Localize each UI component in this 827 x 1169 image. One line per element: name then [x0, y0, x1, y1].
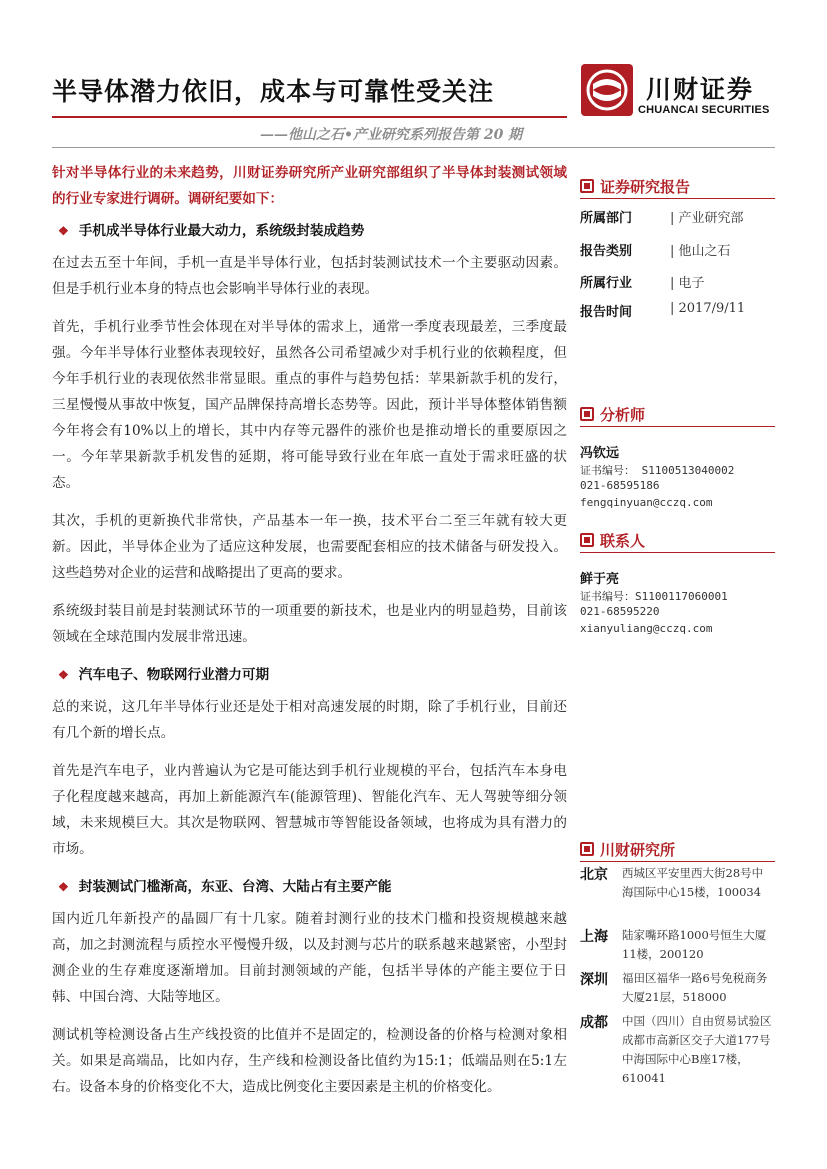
section-heading-text: 封装测试门槛渐高，东亚、台湾、大陆占有主要产能: [78, 879, 392, 895]
body-paragraph: 系统级封装目前是封装测试环节的一项重要的新技术，也是业内的明显趋势，目前该领域在全球范围内发展非常迅速。: [52, 603, 567, 645]
analyst-email[interactable]: fengqinyuan@cczq.com: [580, 496, 713, 509]
series-subtitle: ——他山之石•产业研究系列报告第 20 期: [260, 127, 523, 143]
red-square-icon: [580, 533, 594, 547]
address-city: 深圳: [580, 972, 608, 988]
analyst-phone: 021-68595186: [580, 479, 660, 492]
section-heading-text: 手机成半导体行业最大动力，系统级封装成趋势: [78, 223, 365, 239]
report-type-heading: [580, 176, 690, 197]
address-city: 北京: [580, 867, 608, 883]
main-content: [52, 160, 567, 1112]
red-square-icon: [580, 407, 594, 421]
diamond-bullet-icon: ❖: [58, 224, 69, 238]
red-square-icon: [580, 842, 594, 856]
info-value-category: | 他山之石: [670, 240, 731, 259]
contact-heading-text: 联系人: [600, 532, 646, 550]
title-underline: [52, 116, 567, 118]
sidebar-divider: [580, 426, 775, 427]
address-text: 西城区平安里西大街28号中海国际中心15楼，100034: [622, 866, 764, 899]
report-type-heading-text: 证券研究报告: [600, 178, 691, 196]
body-paragraph: 测试机等检测设备占生产线投资的比值并不是固定的，检测设备的价格与检测对象相关。如果是高端品，比如内存，生产线和检测设备比值约为15:1；低端品则在5:1左右。设备本身的价格变化不大，造成比例变化主要因素是主机的价格变化。: [52, 1027, 567, 1095]
body-paragraph: 首先，手机行业季节性会体现在对半导体的需求上，通常一季度表现最差，三季度最强。今年半导体行业整体表现较好，虽然各公司希望减少对手机行业的依赖程度，但今年手机行业的表现依然非常显眼。重点的事件与趋势包括：苹果新款手机的发行，三星慢慢从事故中恢复，国产品牌保持高增长态势等。因此，预计半导体整体销售额今年将会有10%以上的增长，其中内存等元器件的涨价也是推动增长的重要原因之一。今年苹果新款手机发售的延期，将可能导致行业在年底一直处于需求旺盛的状态。: [52, 319, 567, 491]
red-square-icon: [580, 179, 594, 193]
diamond-bullet-icon: ❖: [58, 880, 69, 894]
contact-name: 鲜于亮: [580, 572, 620, 587]
address-text: 陆家嘴环路1000号恒生大厦11楼，200120: [622, 928, 767, 961]
info-value-industry: | 电子: [670, 272, 705, 291]
contact-heading: [580, 530, 645, 551]
address-city: 上海: [580, 929, 608, 945]
info-label-industry: 所属行业: [580, 276, 633, 291]
section-heading: [52, 874, 567, 900]
sidebar-divider: [580, 198, 775, 199]
contact-email[interactable]: xianyuliang@cczq.com: [580, 622, 713, 635]
sidebar-divider: [580, 861, 775, 862]
chuancai-logo-icon: [581, 64, 633, 116]
info-label-category: 报告类别: [580, 244, 633, 259]
contact-phone: 021-68595220: [580, 605, 660, 618]
body-paragraph: 在过去五至十年间，手机一直是半导体行业，包括封装测试技术一个主要驱动因素。但是手机行业本身的特点也会影响半导体行业的表现。: [52, 255, 567, 297]
intro-paragraph: 针对半导体行业的未来趋势，川财证券研究所产业研究部组织了半导体封装测试领域的行业专家进行调研。调研纪要如下：: [52, 165, 567, 207]
brand-name-en: CHUANCAI SECURITIES: [638, 104, 770, 116]
header-divider: [52, 147, 775, 148]
diamond-bullet-icon: ❖: [58, 668, 69, 682]
body-paragraph: 其次，手机的更新换代非常快，产品基本一年一换，技术平台二至三年就有较大更新。因此，半导体企业为了适应这种发展，也需要配套相应的技术储备与研发投入。这些趋势对企业的运营和战略提出了更高的要求。: [52, 513, 567, 581]
section-heading: [52, 662, 567, 688]
brand-name-cn: 川财证券: [646, 75, 755, 104]
info-label-department: 所属部门: [580, 211, 633, 226]
body-paragraph: 国内近几年新投产的晶圆厂有十几家。随着封测行业的技术门槛和投资规模越来越高，加之封测流程与质控水平慢慢升级，以及封测与芯片的联系越来越紧密，小型封测企业的生存难度逐渐增加。目前封测领域的产能，包括半导体的产能主要位于日韩、中国台湾、大陆等地区。: [52, 911, 567, 1005]
sidebar-divider: [580, 552, 775, 553]
analyst-heading: [580, 404, 645, 425]
address-text: 中国（四川）自由贸易试验区成都市高新区交子大道177号中海国际中心B座17楼，610041: [622, 1014, 772, 1085]
institute-heading-text: 川财研究所: [600, 841, 676, 859]
info-value-date: | 2017/9/11: [670, 301, 745, 316]
page-title: 半导体潜力依旧，成本与可靠性受关注: [52, 77, 495, 106]
body-paragraph: 总的来说，这几年半导体行业还是处于相对高速发展的时期，除了手机行业，目前还有几个新的增长点。: [52, 699, 567, 741]
analyst-heading-text: 分析师: [600, 406, 646, 424]
address-text: 福田区福华一路6号免税商务大厦21层，518000: [622, 971, 768, 1004]
info-value-department: | 产业研究部: [670, 207, 744, 226]
institute-heading: [580, 839, 675, 860]
section-heading-text: 汽车电子、物联网行业潜力可期: [78, 667, 270, 683]
contact-cert: 证书编号：S1100117060001: [580, 590, 728, 603]
body-paragraph: 首先是汽车电子，业内普遍认为它是可能达到手机行业规模的平台，包括汽车本身电子化程度越来越高，再加上新能源汽车(能源管理)、智能化汽车、无人驾驶等细分领域，未来规模巨大。其次是物联网、智慧城市等智能设备领域，也将成为具有潜力的市场。: [52, 763, 567, 857]
analyst-cert: 证书编号： S1100513040002: [580, 464, 735, 477]
analyst-name: 冯钦远: [580, 446, 620, 461]
address-city: 成都: [580, 1015, 608, 1031]
section-heading: [52, 218, 567, 244]
info-label-date: 报告时间: [580, 305, 633, 320]
